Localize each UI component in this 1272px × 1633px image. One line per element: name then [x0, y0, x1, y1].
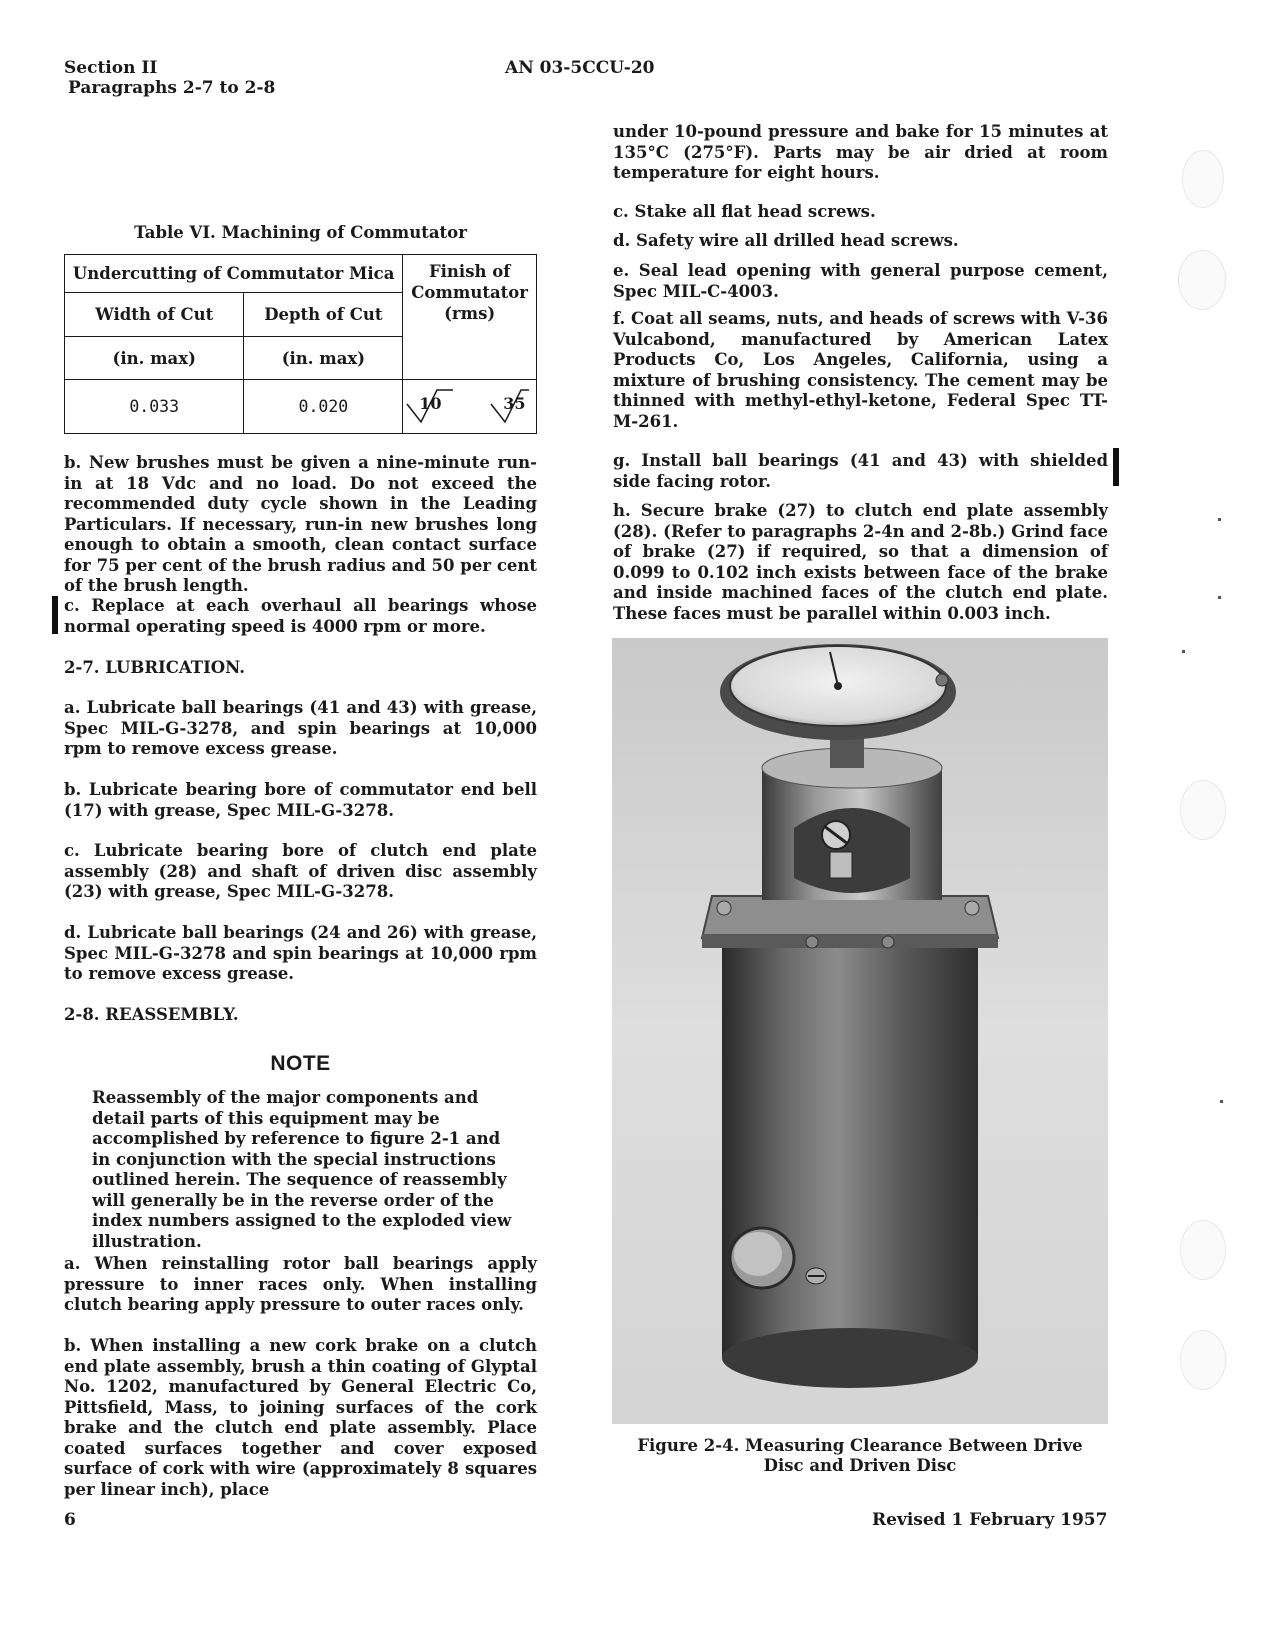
depth-value: 0.020 — [244, 379, 403, 433]
figure-caption-line-2: Disc and Driven Disc — [763, 1456, 957, 1475]
para-e-seal: e. Seal lead opening with general purpose cement, Spec MIL-C-4003. — [613, 261, 1108, 301]
margin-mark — [1218, 596, 1221, 599]
finish-min-value: 10 — [419, 393, 442, 413]
depth-unit: (in. max) — [244, 337, 403, 379]
page-number: 6 — [64, 1510, 76, 1530]
punch-hole — [1178, 250, 1226, 310]
width-unit: (in. max) — [65, 337, 244, 379]
lubrication-d: d. Lubricate ball bearings (24 and 26) with grease, Spec MIL-G-3278 and spin bearings at 10,000 rpm to remove excess grease. — [64, 923, 537, 983]
para-f-coat: f. Coat all seams, nuts, and heads of screws with V-36 Vulcabond, manufactured by American Latex Products Co, Los Angeles, California, using a mixture of brushing consistency. The cement may be thinned with methyl-ethyl-ketone, Federal Spec TT-M-261. — [613, 309, 1108, 431]
section-label: Section II — [64, 58, 158, 78]
note-text: Reassembly of the major components and detail parts of this equipment may be accomplished by reference to figure 2-1 and in conjunction with the special instructions outlined herein. The sequence of reassembly will generally be in the reverse order of the index numbers assigned to the exploded view illustration. — [92, 1088, 512, 1251]
reassembly-a: a. When reinstalling rotor ball bearings apply pressure to inner races only. When installing clutch bearing apply pressure to outer races only. — [64, 1254, 537, 1314]
reassembly-b: b. When installing a new cork brake on a clutch end plate assembly, brush a thin coating of Glyptal No. 1202, manufactured by General Electric Co, Pittsfield, Mass, to joining surfaces of the cork brake and the clutch end plate assembly. Place coated surfaces together and cover exposed surface of cork with wire (approximately 8 squares per linear inch), place — [64, 1336, 537, 1499]
para-b-brushes: b. New brushes must be given a nine-minute run-in at 18 Vdc and no load. Do not exceed the recommended duty cycle shown in the Leading Particulars. If necessary, run-in new brushes long enough to obtain a smooth, clean contact surface for 75 per cent of the brush radius and 50 per cent of the brush length. — [64, 453, 537, 595]
margin-mark — [1218, 518, 1221, 521]
finish-max-value: 35 — [503, 393, 526, 413]
punch-hole — [1180, 1220, 1226, 1280]
finish-header — [403, 255, 537, 380]
para-g-install: g. Install ball bearings (41 and 43) with shielded side facing rotor. — [613, 451, 1108, 491]
figure-caption — [612, 1436, 1108, 1476]
punch-hole — [1182, 150, 1224, 208]
figure-caption-line-1: Figure 2-4. Measuring Clearance Between Drive — [637, 1436, 1083, 1455]
undercut-group-header: Undercutting of Commutator Mica — [65, 255, 403, 293]
figure-photo — [612, 638, 1108, 1424]
para-h-secure: h. Secure brake (27) to clutch end plate assembly (28). (Refer to paragraphs 2-4n and 2-8b.) Grind face of brake (27) if required, so that a dimension of 0.099 to 0.102 inch exists between face of the brake and inside machined faces of the clutch end plate. These faces must be parallel within 0.003 inch. — [613, 501, 1108, 623]
lubrication-a: a. Lubricate ball bearings (41 and 43) with grease, Spec MIL-G-3278, and spin bearings at 10,000 rpm to remove excess grease. — [64, 698, 537, 758]
margin-mark — [1220, 1100, 1223, 1103]
revision-date: Revised 1 February 1957 — [872, 1510, 1108, 1530]
finish-header-text: Finish of Commutator (rms) — [411, 262, 528, 323]
width-value: 0.033 — [65, 379, 244, 433]
lubrication-c: c. Lubricate bearing bore of clutch end plate assembly (28) and shaft of driven disc assembly (23) with grease, Spec MIL-G-3278. — [64, 841, 537, 901]
dial-indicator-fixture-image — [612, 638, 1108, 1424]
finish-value-cell — [403, 379, 537, 433]
heading-lubrication: 2-7. LUBRICATION. — [64, 658, 245, 677]
heading-reassembly: 2-8. REASSEMBLY. — [64, 1005, 239, 1024]
para-c-stake: c. Stake all flat head screws. — [613, 202, 876, 221]
paragraphs-label: Paragraphs 2-7 to 2-8 — [68, 78, 276, 98]
para-d-safety-wire: d. Safety wire all drilled head screws. — [613, 231, 959, 250]
depth-of-cut-header: Depth of Cut — [244, 293, 403, 337]
punch-hole — [1180, 780, 1226, 840]
punch-hole — [1180, 1330, 1226, 1390]
machining-table — [64, 254, 537, 434]
note-title: NOTE — [270, 1052, 331, 1075]
para-c-bearings: c. Replace at each overhaul all bearings whose normal operating speed is 4000 rpm or more. — [64, 596, 537, 636]
table-title: Table VI. Machining of Commutator — [134, 223, 467, 242]
lubrication-b: b. Lubricate bearing bore of commutator end bell (17) with grease, Spec MIL-G-3278. — [64, 780, 537, 820]
width-of-cut-header: Width of Cut — [65, 293, 244, 337]
change-bar — [52, 596, 58, 634]
margin-mark — [1182, 650, 1185, 653]
change-bar — [1113, 448, 1119, 486]
doc-number: AN 03-5CCU-20 — [505, 58, 655, 78]
para-cont-bake: under 10-pound pressure and bake for 15 minutes at 135°C (275°F). Parts may be air dried at room temperature for eight hours. — [613, 122, 1108, 182]
